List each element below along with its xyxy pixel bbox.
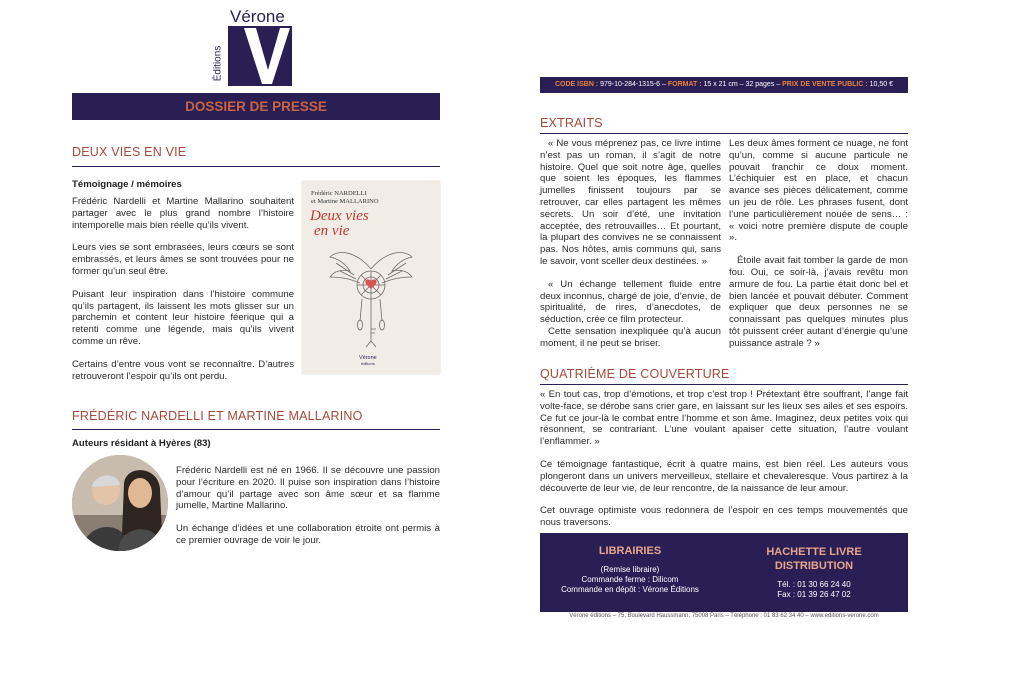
distribution-title: DISTRIBUTION [774, 560, 854, 572]
description-paragraph: Puisant leur inspiration dans l’histoire commune qu’ils partagent, ils laissent les mots glisser sur un parchemin et content leur histoire féerique qui a retenti comme une légende, mais qu’ils vivent comme un rêve. [72, 288, 294, 347]
format-label: FORMAT : [667, 81, 702, 88]
back-cover-title: QUATRIÈME DE COUVERTURE [540, 367, 730, 381]
authors-section-title: FRÉDÉRIC NARDELLI ET MARTINE MALLARINO [72, 409, 363, 423]
bio-paragraph: Frédéric Nardelli est né en 1966. Il se découvre une passion pour l’écriture en 2020. Il puise son inspiration dans l’histoire d’amour qu’il partage avec son âme sœur et sa flamme jumelle, Martine Mallarino. [176, 465, 440, 512]
isbn-label: CODE ISBN : [555, 81, 599, 88]
authors-bio [176, 465, 440, 558]
extract-paragraph: Étoile avait fait tomber la garde de mon fou. Oui, ce soir-là, j’avais revêtu mon armure de fou. La partie était donc bel et bien lancée et pouvait débuter. Comment expliquer que deux personnes ne se connaissant pas quelques minutes plus tôt puissent créer autant d’énergie qu’une puissance astrale ? » [729, 255, 908, 349]
cover-title [310, 209, 369, 239]
cover-author-line: Frédéric NARDELLI [311, 190, 367, 197]
book-info-bar [540, 77, 908, 93]
libraries-line: (Remise libraire) [600, 565, 660, 574]
back-cover-text [540, 389, 908, 540]
orders-box [540, 533, 908, 612]
price-value: 10,50 € [867, 81, 893, 88]
publisher-footer: Vérone éditions – 75, Boulevard Haussmann, 75008 Paris – Téléphone : 01 83 62 34 40 – www.editions-verone.com [569, 613, 879, 619]
authors-photo-figure [72, 455, 168, 551]
distribution-title: HACHETTE LIVRE [766, 546, 862, 558]
libraries-line: Commande ferme : Dilicom [581, 575, 679, 584]
isbn-value: 979-10-284-1315-6 – [598, 81, 668, 88]
extracts-column-2 [729, 138, 908, 361]
authors-section-rule [72, 429, 440, 430]
authors-residence: Auteurs résidant à Hyères (83) [72, 438, 211, 449]
banner-title: DOSSIER DE PRESSE [185, 99, 327, 114]
description-paragraph: Frédéric Nardelli et Martine Mallarino souhaitent partager avec le plus grand nombre l’histoire intemporelle mais bien réelle qu’ils vivent. [72, 196, 294, 231]
cover-authors [311, 190, 379, 205]
libraries-title: LIBRAIRIES [598, 545, 662, 557]
book-cover [302, 181, 440, 374]
extract-paragraph: Les deux âmes forment ce nuage, ne font qu’un, comme si aucune particule ne pouvait franchir ce doux moment. L’échiquier est en place, et chacun avance ses pièces délicatement, comme un jeu de rôle. Les phrases fusent, dont l’une particulièrement nouée de sens… : « voici notre première dispute de couple ». [729, 138, 908, 244]
book-description [72, 196, 294, 393]
press-kit-banner [72, 93, 440, 120]
back-cover-paragraph: « En tout cas, trop d’émotions, et trop c’est trop ! Prétextant être souffrant, l’ange fait volte-face, se dérobe sans crier gare, en laissant sur les lieux ses ailes et ses espoirs. Ce fut ce jour-là le combat entre l’homme et son âme. Imaginez, deux petites voix qui résonnent, se contrariant. L’une voulant apaiser cette situation, l’autre voulant l’enflammer. » [540, 389, 908, 448]
distribution-line: Fax : 01 39 26 47 02 [777, 590, 851, 599]
bio-paragraph: Un échange d’idées et une collaboration étroite ont permis à ce premier ouvrage de voir le jour. [176, 523, 440, 546]
extracts-rule [540, 133, 908, 134]
extracts-column-1 [540, 138, 721, 361]
cover-publisher-sub: éditions [360, 361, 375, 366]
price-label: PRIX DE VENTE PUBLIC : [782, 81, 868, 88]
back-cover-paragraph: Cet ouvrage optimiste vous redonnera de l’espoir en ces temps mouvementés que nous traversons. [540, 505, 908, 529]
extract-paragraph: « Un échange tellement fluide entre deux inconnus, chargé de joie, d’envie, de spiritualité, de rires, d’anecdotes, de séduction, crée ce film protecteur. [540, 278, 721, 326]
book-section-rule [72, 166, 440, 167]
distribution-line: Tél. : 01 30 66 24 40 [777, 580, 851, 589]
logo-v-mark [228, 26, 292, 86]
extract-paragraph: Cette sensation inexpliquée qu’à aucun moment, il ne peut se briser. [540, 325, 721, 349]
back-cover-rule [540, 384, 908, 385]
publisher-logo [212, 7, 294, 86]
cover-publisher-name: Vérone [359, 355, 377, 361]
libraries-line: Commande en dépôt : Vérone Éditions [561, 585, 699, 594]
format-value: 15 x 21 cm – 32 pages – [701, 81, 783, 88]
winged-heart-key-illustration [326, 241, 416, 356]
description-paragraph: Certains d’entre vous vont se reconnaître. D’autres retrouveront l’espoir qu’ils ont perdu. [72, 358, 294, 382]
libraries-block [540, 545, 720, 595]
cover-title-line: Deux vies [310, 208, 369, 224]
logo-brand: Vérone [230, 7, 285, 26]
extracts-title: EXTRAITS [540, 116, 603, 130]
book-section-title: DEUX VIES EN VIE [72, 145, 187, 159]
cover-title-line: en vie [314, 223, 350, 239]
cover-author-line: et Martine MALLARINO [311, 197, 379, 205]
back-cover-paragraph: Ce témoignage fantastique, écrit à quatre mains, est bien réel. Les auteurs vous plongeront dans un univers merveilleux, stellaire et chevaleresque. Vous partirez à la découverte de leur vie, de leur rencontre, de la naissance de leur amour. [540, 458, 908, 494]
authors-photo [72, 455, 168, 551]
extract-paragraph: « Ne vous méprenez pas, ce livre intime n’est pas un roman, il s’agit de notre histoire. Quel que soit notre âge, quelles que soient les époques, les flammes jumelles finissent toujours par se retrouver, car elles partagent les mêmes secrets. Un soir d’été, une invitation acceptée, des retrouvailles… Et pourtant, la plupart des convives ne se connaissent pas. Nos hôtes, amis communs qui, sans le savoir, vont sceller deux destinées. » [540, 138, 721, 267]
cover-publisher [359, 355, 377, 367]
logo-sub: Éditions [212, 45, 224, 82]
distribution-block [720, 545, 908, 600]
book-genre: Témoignage / mémoires [72, 179, 182, 190]
description-paragraph: Leurs vies se sont embrasées, leurs cœurs se sont embrassés, et leurs âmes se sont trouvées pour ne former qu’un seul être. [72, 242, 294, 277]
